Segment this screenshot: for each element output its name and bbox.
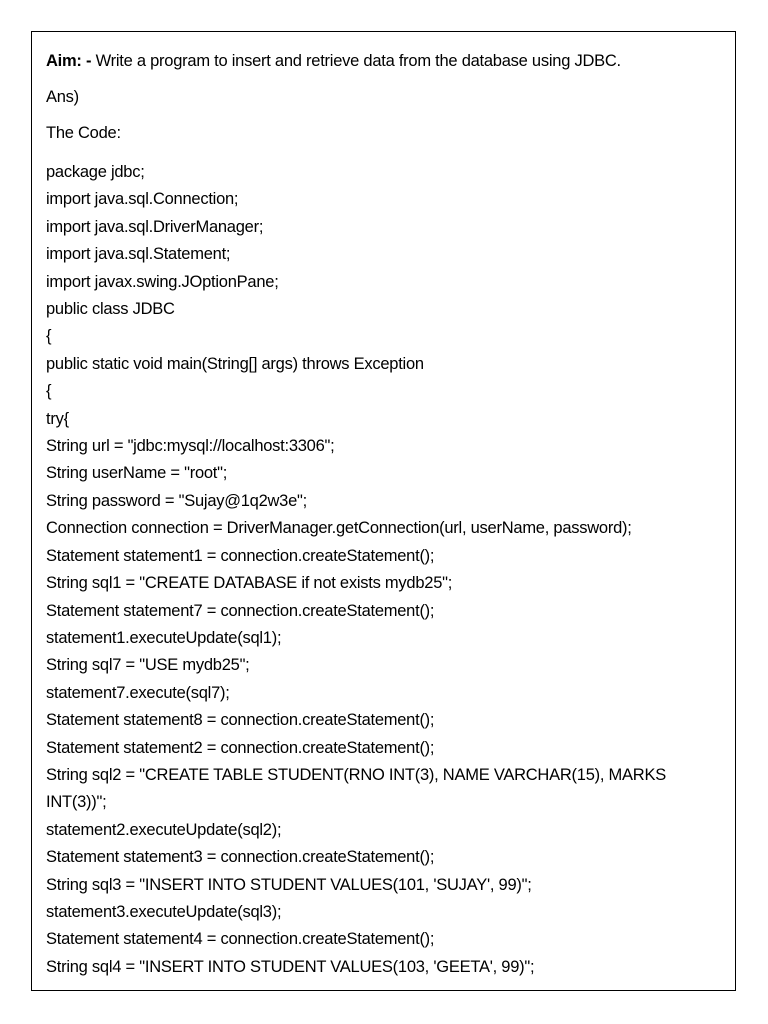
code-line: public static void main(String[] args) throws Exception xyxy=(46,354,424,373)
code-line: Statement statement7 = connection.createStatement(); xyxy=(46,601,435,620)
code-line: String sql4 = "INSERT INTO STUDENT VALUES(103, 'GEETA', 99)"; xyxy=(46,957,535,976)
code-line: try{ xyxy=(46,409,69,428)
code-line: statement7.execute(sql7); xyxy=(46,683,230,702)
code-line: String sql1 = "CREATE DATABASE if not exists mydb25"; xyxy=(46,574,453,593)
code-line: statement2.executeUpdate(sql2); xyxy=(46,820,282,839)
code-line: Statement statement8 = connection.createStatement(); xyxy=(46,711,435,730)
code-line: String password = "Sujay@1q2w3e"; xyxy=(46,491,307,510)
aim-statement xyxy=(46,50,729,72)
code-line: String sql2 = "CREATE TABLE STUDENT(RNO INT(3), NAME VARCHAR(15), MARKS INT(3))"; xyxy=(46,765,666,812)
ans-label: Ans) xyxy=(46,88,79,106)
code-line: import java.sql.Statement; xyxy=(46,245,231,264)
code-line: String userName = "root"; xyxy=(46,464,228,483)
code-line: import java.sql.DriverManager; xyxy=(46,217,264,236)
code-line: statement1.executeUpdate(sql1); xyxy=(46,628,282,647)
code-line: public class JDBC xyxy=(46,300,175,319)
code-line: { xyxy=(46,327,52,346)
code-line: Statement statement2 = connection.createStatement(); xyxy=(46,738,435,757)
aim-text: Write a program to insert and retrieve data from the database using JDBC. xyxy=(91,52,621,70)
code-line: { xyxy=(46,382,52,401)
code-line: statement3.executeUpdate(sql3); xyxy=(46,902,282,921)
code-line: import java.sql.Connection; xyxy=(46,190,239,209)
code-block xyxy=(46,159,729,981)
code-line: import javax.swing.JOptionPane; xyxy=(46,272,279,291)
code-line: String url = "jdbc:mysql://localhost:3306"; xyxy=(46,437,335,456)
code-line: Statement statement3 = connection.createStatement(); xyxy=(46,848,435,867)
code-heading: The Code: xyxy=(46,124,121,142)
aim-label: Aim: - xyxy=(46,52,92,70)
code-line: String sql3 = "INSERT INTO STUDENT VALUES(101, 'SUJAY', 99)"; xyxy=(46,875,532,894)
code-line: Statement statement1 = connection.createStatement(); xyxy=(46,546,435,565)
code-line: Statement statement4 = connection.createStatement(); xyxy=(46,930,435,949)
code-line: package jdbc; xyxy=(46,163,145,181)
document-content xyxy=(46,50,729,981)
document-page xyxy=(31,31,736,991)
code-line: Connection connection = DriverManager.getConnection(url, userName, password); xyxy=(46,519,632,538)
code-line: String sql7 = "USE mydb25"; xyxy=(46,656,250,675)
